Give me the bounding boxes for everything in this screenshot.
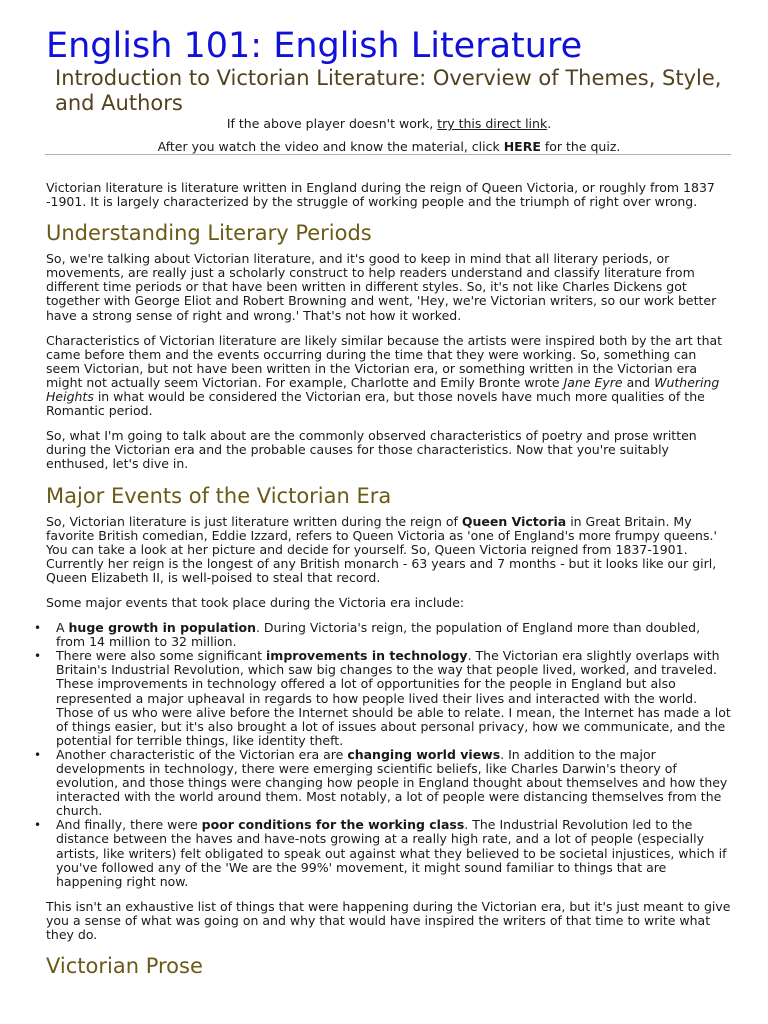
player-note: If the above player doesn't work, try this direct link. [226,116,552,131]
paragraph: Characteristics of Victorian literature are likely similar because the artists were inspired both by the art that came before them and the events occurring during the time that they were working. So, something can seem Victorian, but not have been written in the Victorian era, or something written in the Victorian era might not actually seem Victorian. For example, Charlotte and Emily Bronte wrote Jane Eyre and Wuthering Heights in what would be considered the Victorian era, but those novels have much more qualities of the Romantic period. [46,332,723,419]
list-item: • A huge growth in population. During Victoria's reign, the population of England more than doubled, from 14 million to 32 million. [34,620,701,650]
lesson-title: Introduction to Victorian Literature: Overview of Themes, Style, and Authors [55,66,722,115]
paragraph: So, what I'm going to talk about are the commonly observed characteristics of poetry and prose written during the Victorian era and the probable causes for those characteristics. Now that you're suitably enthused, let's dive in. [46,428,697,472]
quiz-link[interactable]: HERE [503,139,541,154]
list-item: • And finally, there were poor conditions for the working class. The Industrial Revolution led to the distance between the haves and have-nots growing at a really high rate, and a lot of people (especially artists, like writers) felt obligated to speak out against what they believed to be societal injustices, which if you've followed any of the 'We are the 99%' movement, it might sound familiar to things that are happening right now. [34,817,727,889]
bullet-icon: • [34,649,42,664]
intro-paragraph: Victorian literature is literature written in England during the reign of Queen Victoria, or roughly from 1837 -1901. It is largely characterized by the struggle of working people and the triumph of right over wrong. [46,180,715,210]
list-item: • There were also some significant improvements in technology. The Victorian era slightly overlaps with Britain's Industrial Revolution, which saw big changes to the way that people lived, worked, and traveled. These improvements in technology offered a lot of opportunities for the people in England but also represented a major upheaval in regards to how people lived their lives and interacted with the world. Those of us who were alive before the Internet should be able to relate. I mean, the Internet has made a lot of things easier, but it's also brought a lot of issues about personal privacy, how we communicate, and the potential for terrible things, like identity theft. [34,648,731,748]
list-item: • Another characteristic of the Victorian era are changing world views. In addition to the major developments in technology, there were emerging scientific beliefs, like Charles Darwin's theory of evolution, and those things were changing how people in England thought about themselves and how they interacted with the world around them. Most notably, a lot of people were distancing themselves from the church. [34,746,728,819]
paragraph: So, Victorian literature is just literature written during the reign of Queen Victoria in Great Britain. My favorite British comedian, Eddie Izzard, refers to Queen Victoria as 'one of England's more frumpy queens.' You can take a look at her picture and decide for yourself. So, Queen Victoria reigned from 1837-1901. Currently her reign is the longest of any British monarch - 63 years and 7 months - but it looks like our girl, Queen Elizabeth II, is well-poised to steal that record. [46,513,717,585]
divider [45,154,731,155]
bullet-icon: • [34,621,42,636]
heading-victorian-prose: Victorian Prose [46,954,203,979]
events-list [34,620,732,889]
quiz-note: After you watch the video and know the material, click HERE for the quiz. [157,139,621,154]
book-title: Wuthering Heights [46,374,720,405]
heading-literary-periods: Understanding Literary Periods [46,221,372,246]
paragraph: This isn't an exhaustive list of things that were happening during the Victorian era, but it's just meant to give you a sense of what was going on and why that would have inspired the writers of that time to write what they do. [46,898,731,943]
paragraph: So, we're talking about Victorian literature, and it's good to keep in mind that all literary periods, or movements, are really just a scholarly construct to help readers understand and classify literature from different time periods or that have been written in different styles. So, it's not like Charles Dickens got together with George Eliot and Robert Browning and went, 'Hey, we're Victorian writers, so our work better have a strong sense of right and wrong.' That's not how it worked. [46,251,717,323]
book-title: Jane Eyre [563,374,623,390]
article-body [34,180,732,985]
bullet-icon: • [34,747,42,762]
heading-major-events: Major Events of the Victorian Era [46,483,392,508]
bullet-icon: • [34,818,42,833]
paragraph: Some major events that took place during the Victoria era include: [46,594,465,610]
course-title: English 101: English Literature [46,26,583,66]
direct-link[interactable]: try this direct link [437,116,548,131]
